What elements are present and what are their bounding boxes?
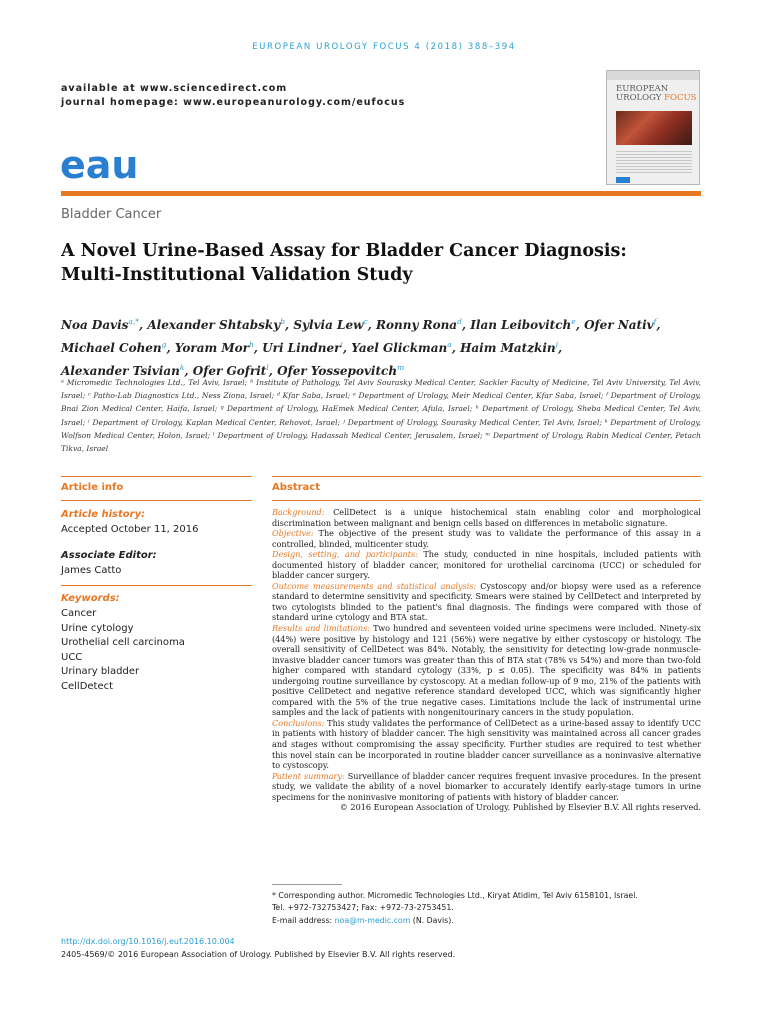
author-line: Alexander Tsivian$^k$, Ofer Gofrit$^l$, Ofer Yossepovitch$^m$ (61, 363, 405, 378)
abstract-section-label: Conclusions: (272, 717, 325, 728)
article-info-bottom-rule (61, 500, 252, 501)
article-info-top-rule (61, 476, 252, 477)
abstract-section-text: Two hundred and seventeen voided urine specimens were included. Ninety-six (44%) were positive by histology and 121 (56%) were negative by either cystoscopy or histology. The overall sensitivity of CellDetect was 84%. Notably, the sensitivity for detecting low-grade nonmuscle-invasive bladder cancer tumors was greater than this of BTA stat (78% vs 54%) and more than two-fold higher compared with standard cytology (33%, p ≤ 0.05). The specificity was 84% in patients undergoing routine surveillance by cystoscopy. At a median follow-up of 9 mo, 21% of the patients with positive CellDetect and negative reference standard developed UCC, which was significantly higher compared with the 5% of the true negative cases. Limitations include the lack of instrumental urine samples and the lack of patients with nongenitourinary cancers in the study population. (272, 623, 701, 718)
eau-logo-text: eau (60, 145, 139, 185)
author-name[interactable]: Sylvia Lew (293, 318, 364, 332)
abstract-section-label: Objective: (272, 528, 314, 539)
abstract-body (272, 507, 701, 813)
author-affiliation-marker[interactable]: i (340, 340, 343, 349)
author-affiliation-marker[interactable]: f (653, 317, 657, 326)
keyword-item: Urine cytology (61, 622, 134, 634)
keyword-item: Urothelial cell carcinoma (61, 637, 185, 649)
cover-badge (616, 177, 630, 183)
eau-logo (60, 145, 140, 185)
abstract-section-label: Design, setting, and participants: (272, 549, 418, 560)
author-line: Michael Cohen$^g$, Yoram Mor$^h$, Uri Lindner$^i$, Yael Glickman$^a$, Haim Matzkin$^j$, (61, 340, 563, 355)
author-name[interactable]: Ronny Rona (376, 318, 458, 332)
journal-homepage-link[interactable]: journal homepage: www.europeanurology.com/eufocus (61, 97, 406, 108)
abstract-section-text: Cystoscopy and/or biopsy were used as a reference standard to determine sensitivity and specificity. Smears were stained by CellDetect and interpreted by two cytologists blinded to the patient's final diagnosis. The findings were compared with those of standard urine cytology and BTA stat. (272, 580, 701, 623)
history-label: Article history: (61, 509, 146, 520)
keywords-rule (61, 585, 252, 586)
abstract-section (272, 549, 701, 581)
availability-block (61, 82, 405, 110)
cover-stripe (607, 71, 700, 80)
author-name[interactable]: Michael Cohen (61, 341, 162, 355)
author-affiliation-marker[interactable]: a,* (128, 317, 140, 326)
keyword-item: Cancer (61, 607, 97, 619)
journal-header: EUROPEAN UROLOGY FOCUS 4 (2018) 388–394 (252, 42, 516, 52)
author-line: Noa Davis$^{a,*}$, Alexander Shtabsky$^b$, Sylvia Lew$^c$, Ronny Rona$^d$, Ilan Leibovitch$^e$, Ofer Nativ$^f$, (61, 317, 661, 332)
author-name[interactable]: Noa Davis (61, 318, 129, 332)
author-name[interactable]: Ofer Yossepovitch (277, 364, 398, 378)
abstract-section-label: Background: (272, 507, 325, 517)
journal-cover-thumbnail[interactable] (606, 70, 700, 185)
abstract-copyright: © 2016 European Association of Urology. Published by Elsevier B.V. All rights reserved. (339, 802, 701, 813)
keyword-list (61, 607, 252, 695)
keyword-item: Urinary bladder (61, 666, 140, 678)
abstract-section (272, 528, 701, 549)
corresponding-author-footnote: * Corresponding author. Micromedic Technologies Ltd., Kiryat Atidim, Tel Aviv 6158101, Israel. Tel. +972-732753427; Fax: +972-73-2753451. E-mail address: noa@m-medic.com (N. Davis). (272, 891, 638, 925)
abstract-section-label: Outcome measurements and statistical analysis: (272, 580, 477, 591)
abstract-section-text: The objective of the present study was to validate the performance of this assay in a controlled, blinded, multicenter study. (272, 528, 701, 549)
author-affiliation-marker[interactable]: d (457, 317, 462, 326)
cover-image (616, 111, 692, 145)
editor-value: James Catto (61, 564, 122, 576)
issn-copyright: 2405-4569/© 2016 European Association of Urology. Published by Elsevier B.V. All rights reserved. (61, 950, 456, 959)
abstract-section-text: This study validates the performance of CellDetect as a urine-based assay to identify UCC in patients with history of bladder cancer. The high sensitivity was maintained across all cancer grades and stages without compromising the assay specificity. Further studies are required to test whether this novel stain can be incorporated in routine bladder cancer surveillance as a noninvasive alternative to cystoscopy. (272, 717, 701, 771)
author-name[interactable]: Yoram Mor (174, 341, 249, 355)
abstract-section (272, 623, 701, 718)
abstract-section-text: Surveillance of bladder cancer requires frequent invasive procedures. In the present study, we validate the ability of a novel biomarker to accurately identify early-stage tumors in urine specimens for the noninvasive monitoring of patients with history of bladder cancer. (272, 770, 701, 802)
doi-link[interactable]: http://dx.doi.org/10.1016/j.euf.2016.10.004 (61, 937, 235, 946)
abstract-section-text: The study, conducted in nine hospitals, included patients with documented history of bladder cancer, monitored for urothelial carcinoma (UCC) or scheduled for bladder cancer surgery. (272, 549, 701, 581)
affiliations: ᵃ Micromedic Technologies Ltd., Tel Aviv, Israel; ᵇ Institute of Pathology, Tel Aviv Sourasky Medical Center, Sackler Faculty of Medicine, Tel Aviv University, Tel Aviv, Israel; ᶜ Patho-Lab Diagnostics Ltd., Ness Ziona, Israel; ᵈ Kfar Saba, Israel; ᵉ Department of Urology, Meir Medical Center, Kfar Saba, Israel; ᶠ Department of Urology, Bnai Zion Medical Center, Haifa, Israel; ᵍ Department of Urology, HaEmek Medical Center, Afula, Israel; ʰ Department of Urology, Sheba Medical Center, Tel Aviv, Israel; ⁱ Department of Urology, Kaplan Medical Center, Rehovot, Israel; ʲ Department of Urology, Sourasky Medical Center, Tel Aviv, Israel; ᵏ Department of Urology, Wolfson Medical Center, Holon, Israel; ˡ Department of Urology, Hadassah Medical Center, Jerusalem, Israel; ᵐ Department of Urology, Rabin Medical Center, Petach Tikva, Israel (61, 378, 701, 454)
abstract-section (272, 771, 701, 803)
author-name[interactable]: Alexander Shtabsky (147, 318, 281, 332)
abstract-section-text: CellDetect is a unique histochemical stain enabling color and morphological discrimination between malignant and benign cells based on differences in metabolic signature. (272, 507, 701, 528)
section-label: Bladder Cancer (61, 207, 162, 222)
cover-text-lines (616, 151, 692, 173)
keyword-item: CellDetect (61, 680, 114, 692)
keyword-item: UCC (61, 651, 83, 663)
article-info (61, 508, 252, 695)
author-name[interactable]: Yael Glickman (351, 341, 448, 355)
author-affiliation-marker[interactable]: m (397, 363, 405, 372)
author-affiliation-marker[interactable]: c (363, 317, 368, 326)
author-affiliation-marker[interactable]: g (161, 340, 167, 349)
author-name[interactable]: Haim Matzkin (460, 341, 556, 355)
author-affiliation-marker[interactable]: a (447, 340, 452, 349)
author-affiliation-marker[interactable]: h (248, 340, 254, 349)
header-divider (61, 191, 701, 196)
author-name[interactable]: Ofer Gofrit (192, 364, 267, 378)
author-name[interactable]: Uri Lindner (262, 341, 341, 355)
abstract-heading: Abstract (272, 482, 321, 493)
author-list (61, 312, 701, 381)
abstract-section-label: Patient summary: (272, 770, 345, 781)
article-title: A Novel Urine-Based Assay for Bladder Cancer Diagnosis: Multi-Institutional Validation Study (61, 241, 627, 285)
abstract-section (272, 507, 701, 528)
author-affiliation-marker[interactable]: b (280, 317, 286, 326)
footnote-rule (272, 884, 342, 885)
editor-label: Associate Editor: (61, 550, 157, 562)
author-name[interactable]: Ofer Nativ (584, 318, 654, 332)
sciencedirect-link[interactable]: available at www.sciencedirect.com (61, 83, 288, 94)
author-name[interactable]: Ilan Leibovitch (470, 318, 572, 332)
author-affiliation-marker[interactable]: l (266, 363, 269, 372)
abstract-bottom-rule (272, 500, 701, 501)
history-value: Accepted October 11, 2016 (61, 523, 199, 535)
author-affiliation-marker[interactable]: e (571, 317, 576, 326)
cover-title: EUROPEAN UROLOGY FOCUS (616, 84, 697, 103)
author-affiliation-marker[interactable]: j (555, 340, 558, 349)
article-info-heading: Article info (61, 482, 124, 493)
abstract-top-rule (272, 476, 701, 477)
keywords-label: Keywords: (61, 593, 120, 605)
abstract-section (272, 581, 701, 623)
email-link[interactable]: noa@m-medic.com (334, 915, 411, 925)
author-name[interactable]: Alexander Tsivian (61, 364, 180, 378)
abstract-section (272, 718, 701, 771)
author-affiliation-marker[interactable]: k (179, 363, 185, 372)
abstract-section-label: Results and limitations: (272, 623, 370, 634)
